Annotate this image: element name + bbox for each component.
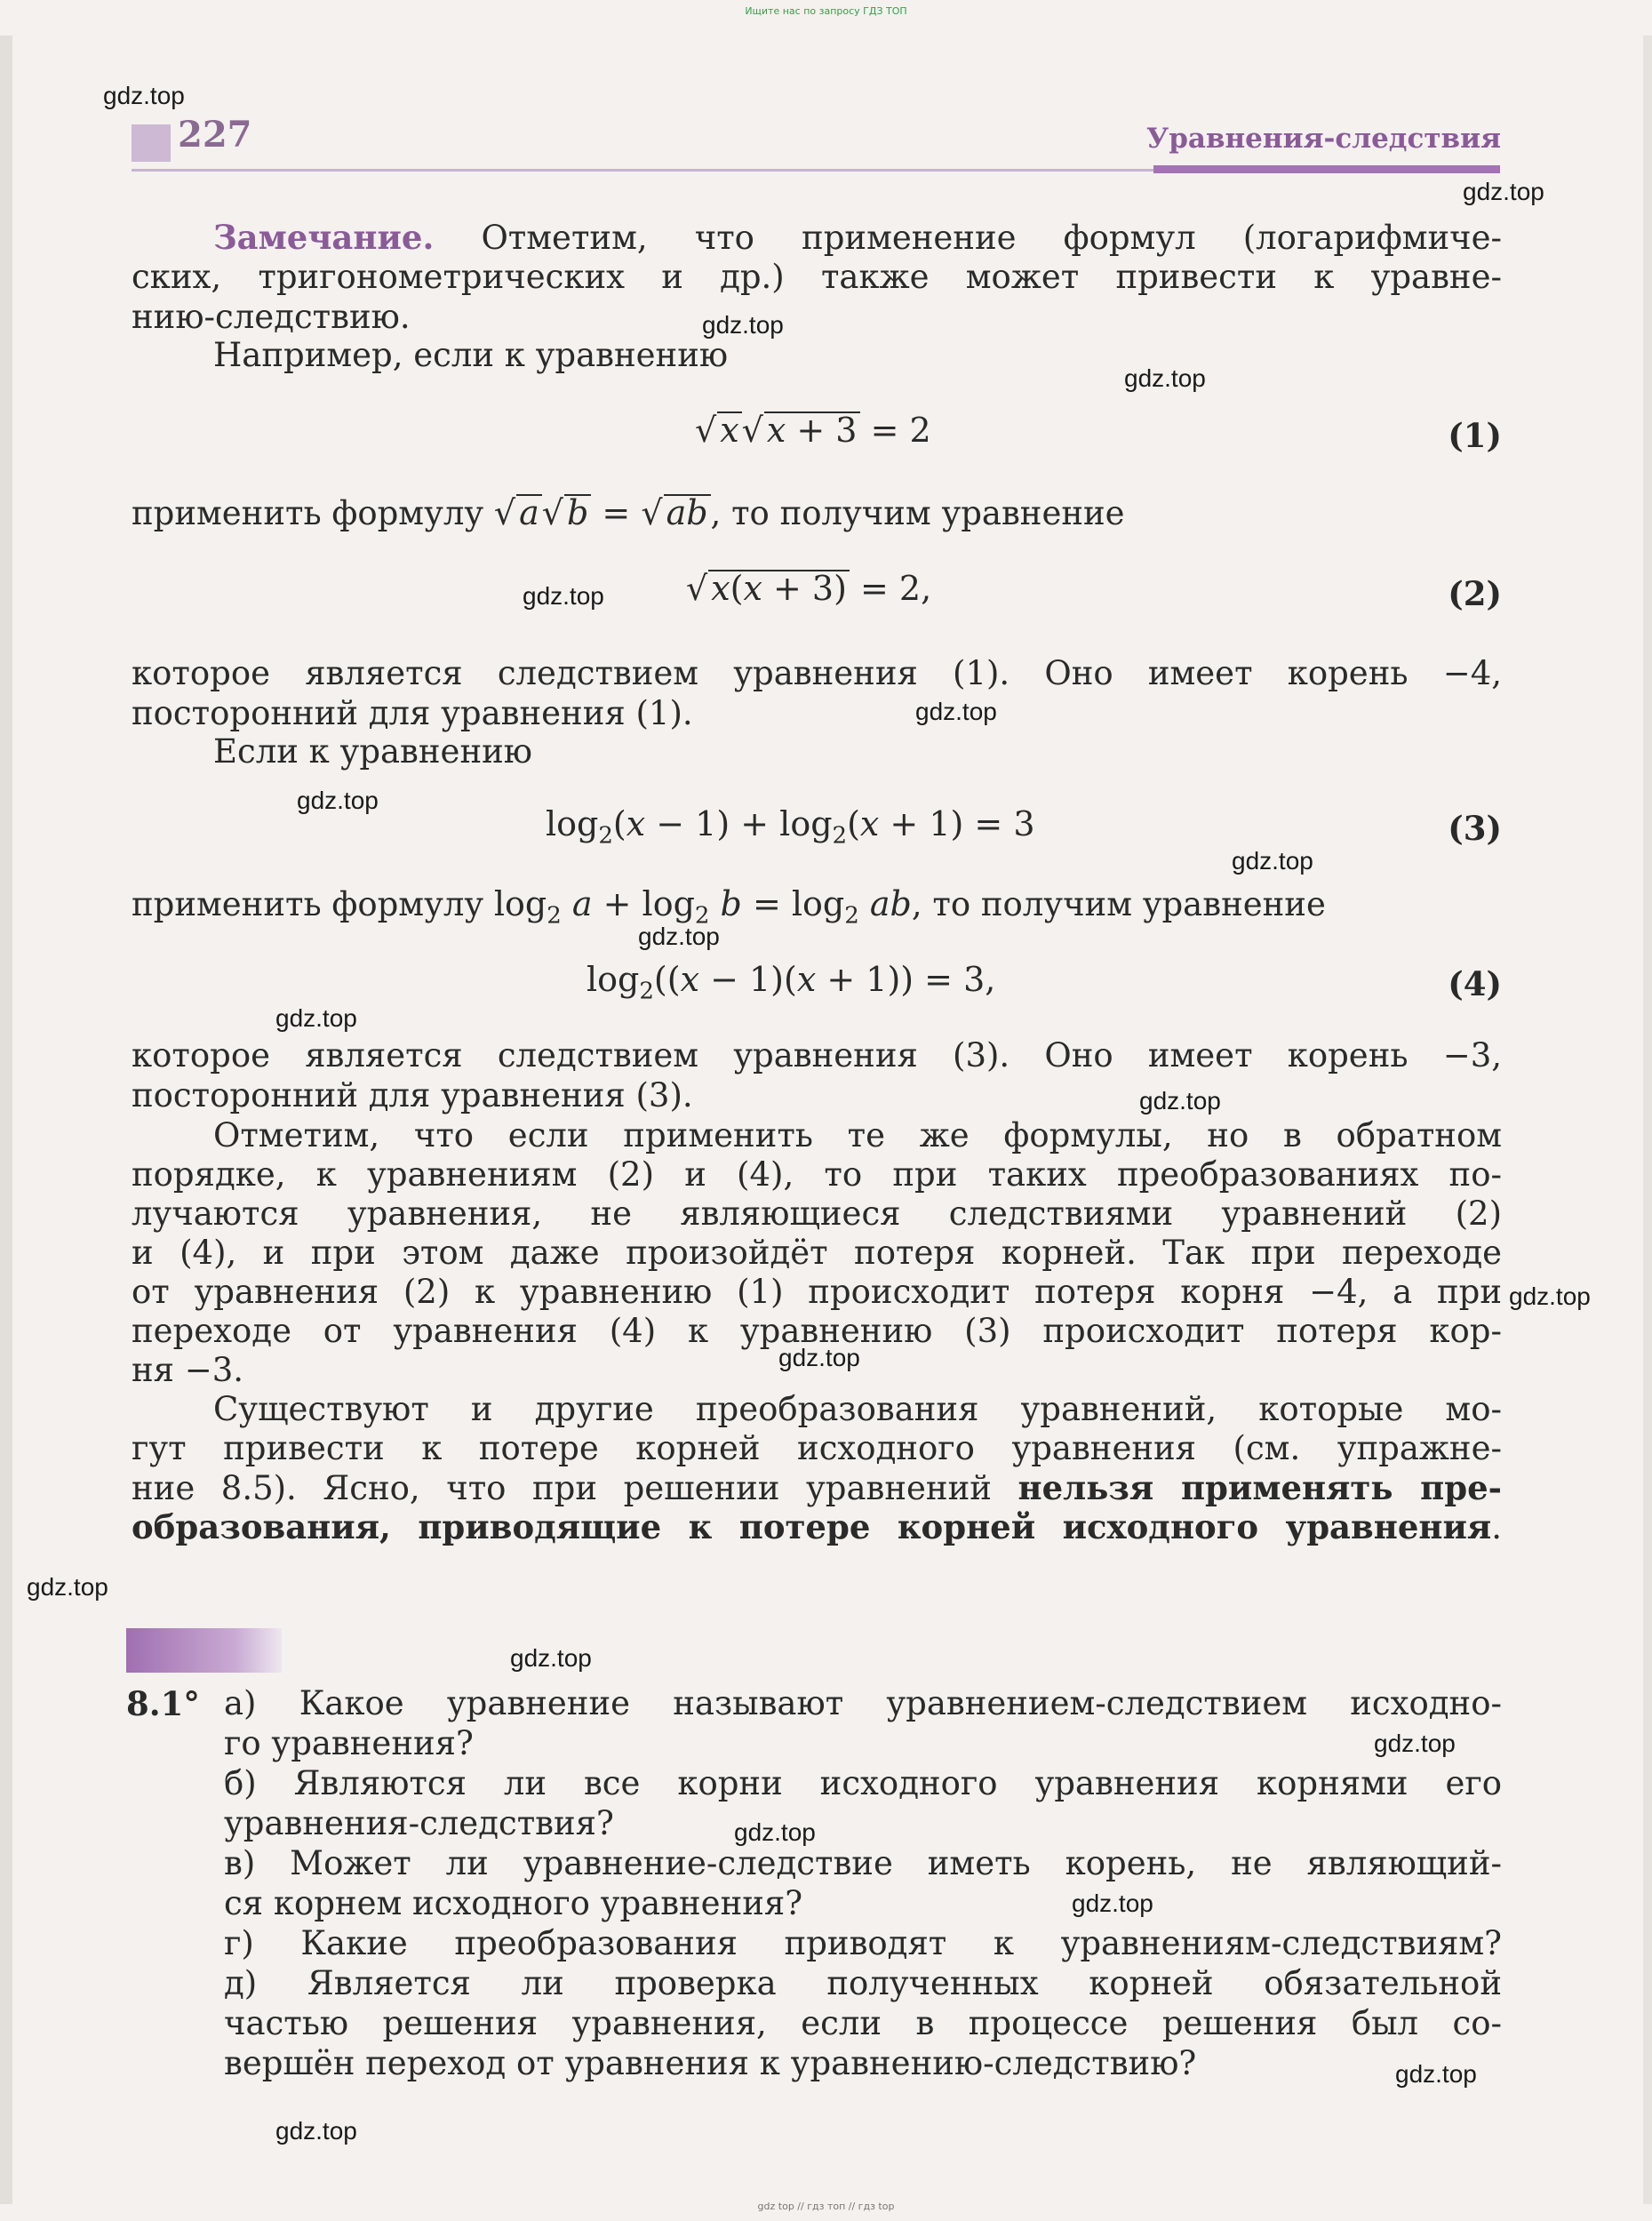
paragraph-3-line-1: которое является следствием уравнения (1). Оно имеет корень −4, <box>132 654 1502 692</box>
exercise-line-b2: уравнения-следствия? <box>224 1804 614 1842</box>
paragraph-1: Например, если к уравнению <box>213 336 729 374</box>
paragraph-6-line-1: которое является следствием уравнения (3). Оно имеет корень −3, <box>132 1036 1502 1075</box>
exercise-line-e1: д) Является ли проверка полученных корней обязательной <box>224 1964 1502 2002</box>
formula-log-sum: $\log_2 a + \log_2 b = \log_2$ ab <box>493 884 912 930</box>
watermark: gdz.top <box>778 1344 860 1371</box>
watermark: gdz.top <box>27 1573 108 1601</box>
watermark: gdz.top <box>1139 1087 1221 1114</box>
watermark: gdz.top <box>1124 364 1206 392</box>
equation-3: $\log_2(x - 1) + \log_2(x + 1) = 3$ <box>546 804 1035 850</box>
paragraph-8-line-3: ние 8.5). Ясно, что при решении уравнений нельзя применять пре- <box>132 1468 1503 1507</box>
equation-2-number: (2) <box>1448 574 1502 613</box>
paragraph-5: применить формулу $\log_2 a + \log_2 b = \log_2$ ab, то получим уравнение <box>132 884 1326 930</box>
watermark: gdz.top <box>103 82 185 109</box>
scan-edge-left <box>0 36 12 2204</box>
exercise-line-b1: б) Являются ли все корни исходного уравнения корнями его <box>224 1764 1502 1802</box>
watermark: gdz.top <box>275 1004 357 1032</box>
paragraph-8-line-4: образования, приводящие к потере корней исходного уравнения. <box>132 1507 1502 1546</box>
exercise-line-a2: го уравнения? <box>224 1724 474 1762</box>
paragraph-3-line-2: посторонний для уравнения (1). <box>132 694 693 732</box>
watermark: gdz.top <box>1374 1730 1456 1757</box>
paragraph-7-line-1: Отметим, что если применить те же формулы, но в обратном <box>213 1116 1502 1154</box>
running-title: Уравнения-следствия <box>1146 123 1501 155</box>
watermark: gdz.top <box>1072 1889 1153 1917</box>
exercise-line-c2: ся корнем исходного уравнения? <box>224 1884 803 1922</box>
watermark: gdz.top <box>702 311 784 339</box>
header-rule-accent <box>1153 165 1500 173</box>
exercise-line-c1: в) Может ли уравнение-следствие иметь корень, не являющий- <box>224 1844 1502 1882</box>
remark-label: Замечание. <box>213 218 435 257</box>
paragraph-7-line-4: и (4), и при этом даже произойдёт потеря корней. Так при переходе <box>132 1234 1502 1272</box>
page-number: 227 <box>178 114 252 156</box>
paragraph-2: применить формулу √ a√ b = √ ab, то получим уравнение <box>132 493 1125 532</box>
watermark: gdz.top <box>734 1818 816 1846</box>
watermark: gdz.top <box>638 923 720 950</box>
watermark: gdz.top <box>297 787 379 814</box>
scan-edge-right <box>1643 36 1652 2204</box>
top-banner: Ищите нас по запросу ГДЗ ТОП <box>745 5 907 17</box>
header-decoration <box>132 124 171 162</box>
watermark: gdz.top <box>523 582 604 610</box>
paragraph-8-line-2: гут привести к потере корней исходного уравнения (см. упражне- <box>132 1429 1502 1467</box>
paragraph-7-line-7: ня −3. <box>132 1351 244 1389</box>
remark-line-2: ских, тригонометрических и др.) также может привести к уравне- <box>132 258 1502 296</box>
bottom-banner: gdz top // гдз топ // гдз top <box>757 2201 895 2212</box>
equation-4-number: (4) <box>1448 964 1502 1003</box>
exercise-line-d: г) Какие преобразования приводят к уравнениям-следствиям? <box>224 1924 1502 1962</box>
watermark: gdz.top <box>915 698 997 725</box>
paragraph-6-line-2: посторонний для уравнения (3). <box>132 1076 693 1114</box>
formula-sqrt-product: √ a√ b = √ ab <box>494 493 711 532</box>
equation-1: √ x√ x + 3 = 2 <box>695 411 931 450</box>
remark-line-1: Замечание. Отметим, что применение формул (логарифмиче- <box>213 218 1502 257</box>
paragraph-7-line-2: порядке, к уравнениям (2) и (4), то при таких преобразованиях по- <box>132 1155 1502 1194</box>
paragraph-8-line-1: Существуют и другие преобразования уравнений, которые мо- <box>213 1390 1502 1428</box>
exercise-line-e3: вершён переход от уравнения к уравнению-следствию? <box>224 2044 1197 2082</box>
paragraph-4: Если к уравнению <box>213 732 532 771</box>
exercise-line-a1: а) Какое уравнение называют уравнением-следствием исходно- <box>224 1684 1502 1722</box>
watermark: gdz.top <box>1509 1282 1591 1310</box>
equation-4: $\log_2((x - 1)(x + 1)) = 3$, <box>587 960 996 1005</box>
equation-1-number: (1) <box>1448 416 1502 455</box>
watermark: gdz.top <box>1232 847 1313 875</box>
watermark: gdz.top <box>1463 178 1544 205</box>
watermark: gdz.top <box>275 2117 357 2145</box>
equation-2: √ x(x + 3) = 2, <box>686 569 932 608</box>
paragraph-7-line-3: лучаются уравнения, не являющиеся следствиями уравнений (2) <box>132 1194 1502 1233</box>
paragraph-7-line-5: от уравнения (2) к уравнению (1) происходит потеря корня −4, а при <box>132 1273 1502 1311</box>
exercise-section-bar <box>126 1628 282 1673</box>
watermark: gdz.top <box>510 1644 592 1672</box>
exercise-line-e2: частью решения уравнения, если в процессе решения был со- <box>224 2004 1502 2042</box>
paragraph-7-line-6: переходе от уравнения (4) к уравнению (3) происходит потеря кор- <box>132 1312 1502 1350</box>
remark-line-3: нию-следствию. <box>132 298 411 336</box>
exercise-number: 8.1° <box>126 1684 200 1723</box>
equation-3-number: (3) <box>1448 809 1502 848</box>
watermark: gdz.top <box>1395 2060 1477 2088</box>
